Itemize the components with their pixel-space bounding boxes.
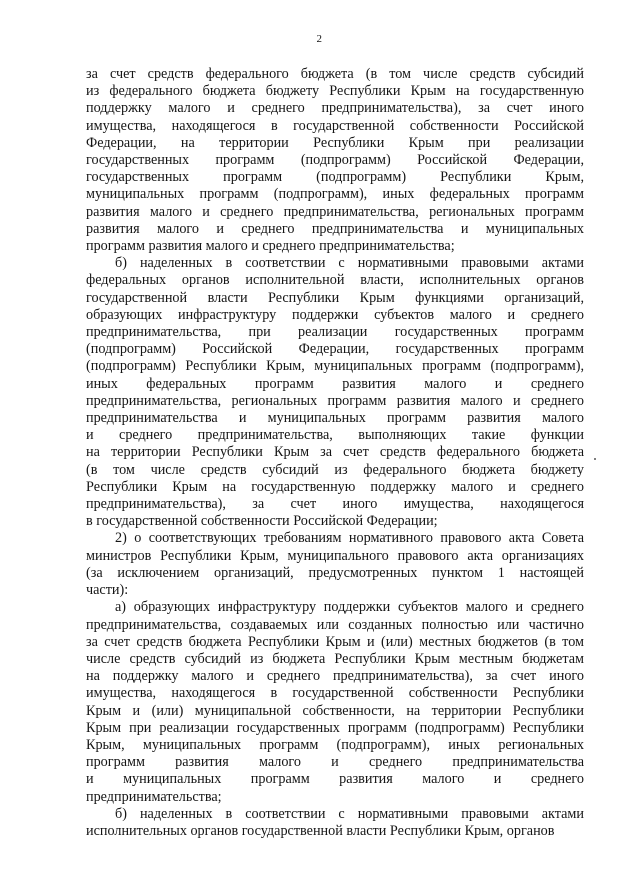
text-line: имущества, находящегося в государственной собственности Российской [86, 117, 584, 134]
text-line: государственных программ (подпрограмм) Республики Крым, [86, 169, 584, 186]
text-line: (подпрограмм) Республики Крым, муниципальных программ (подпрограмм), [86, 358, 584, 375]
text-line: а) образующих инфраструктуру поддержки субъектов малого и среднего [115, 599, 584, 616]
text-line: предпринимательства, региональных программ развития малого и среднего [86, 392, 584, 409]
text-line: на поддержку малого и среднего предпринимательства), за счет иного [86, 668, 584, 685]
text-line: Республики Крым на государственную поддержку малого и среднего [86, 478, 584, 495]
text-line: государственной власти Республики Крым функциями организаций, [86, 289, 584, 306]
text-line: предпринимательства, при реализации государственных программ [86, 324, 584, 341]
text-line: в государственной собственности Российской Федерации; [86, 513, 438, 530]
text-line: из федерального бюджета бюджету Республики Крым на государственную [86, 83, 584, 100]
text-line: (в том числе средств субсидий из федерального бюджета бюджету [86, 461, 584, 478]
document-body [86, 66, 584, 840]
scan-speck [594, 458, 596, 460]
text-line: за счет средств федерального бюджета (в том числе средств субсидий [86, 66, 584, 82]
text-line: министров Республики Крым, муниципального правового акта организациях [86, 547, 584, 564]
text-line: предпринимательства; [86, 788, 222, 805]
text-line: имущества, находящегося в государственной собственности Республики [86, 685, 584, 702]
paragraph-2 [86, 255, 584, 530]
text-line: Федерации, на территории Республики Крым при реализации [86, 134, 584, 151]
text-line: поддержку малого и среднего предпринимательства), за счет иного [86, 100, 584, 117]
text-line: Крым при реализации государственных программ (подпрограмм) Республики [86, 719, 584, 736]
paragraph-5 [86, 806, 584, 840]
text-line: на территории Республики Крым за счет средств федерального бюджета [86, 444, 584, 461]
text-line: (подпрограмм) Российской Федерации, государственных программ [86, 341, 584, 358]
text-line: программ развития малого и среднего предпринимательства [86, 754, 584, 771]
text-line: муниципальных программ (подпрограмм), иных федеральных программ [86, 186, 584, 203]
text-line: развития малого и среднего предпринимательства, региональных программ [86, 203, 584, 220]
text-line: образующих инфраструктуру поддержки субъектов малого и среднего [86, 306, 584, 323]
text-line: б) наделенных в соответствии с нормативными правовыми актами [115, 805, 584, 822]
page-number: 2 [316, 33, 323, 45]
text-line: предпринимательства, создаваемых или созданных полностью или частично [86, 616, 584, 633]
text-line: части): [86, 582, 129, 599]
paragraph-4 [86, 599, 584, 805]
text-line: 2) о соответствующих требованиям нормативного правового акта Совета [115, 530, 584, 547]
text-line: исполнительных органов государственной власти Республики Крым, органов [86, 822, 555, 839]
text-line: предпринимательства и муниципальных программ развития малого [86, 410, 584, 427]
paragraph-1 [86, 66, 584, 255]
text-line: федеральных органов исполнительной власти, исполнительных органов [86, 272, 584, 289]
text-line: и среднего предпринимательства, выполняющих такие функции [86, 427, 584, 444]
text-line: программ развития малого и среднего предпринимательства; [86, 238, 455, 255]
text-line: за счет средств бюджета Республики Крым и (или) местных бюджетов (в том [86, 633, 584, 650]
text-line: государственных программ (подпрограмм) Российской Федерации, [86, 152, 584, 169]
text-line: развития малого и среднего предпринимательства и муниципальных [86, 220, 584, 237]
text-line: (за исключением организаций, предусмотренных пунктом 1 настоящей [86, 564, 584, 581]
text-line: предпринимательства), за счет иного имущества, находящегося [86, 496, 584, 513]
text-line: иных федеральных программ развития малого и среднего [86, 375, 584, 392]
text-line: Крым, муниципальных программ (подпрограмм), иных региональных [86, 736, 584, 753]
text-line: б) наделенных в соответствии с нормативными правовыми актами [115, 255, 584, 272]
paragraph-3 [86, 530, 584, 599]
text-line: и муниципальных программ развития малого и среднего [86, 771, 584, 788]
text-line: Крым и (или) муниципальной собственности, на территории Республики [86, 702, 584, 719]
text-line: числе средств субсидий из бюджета Республики Крым местным бюджетам [86, 650, 584, 667]
